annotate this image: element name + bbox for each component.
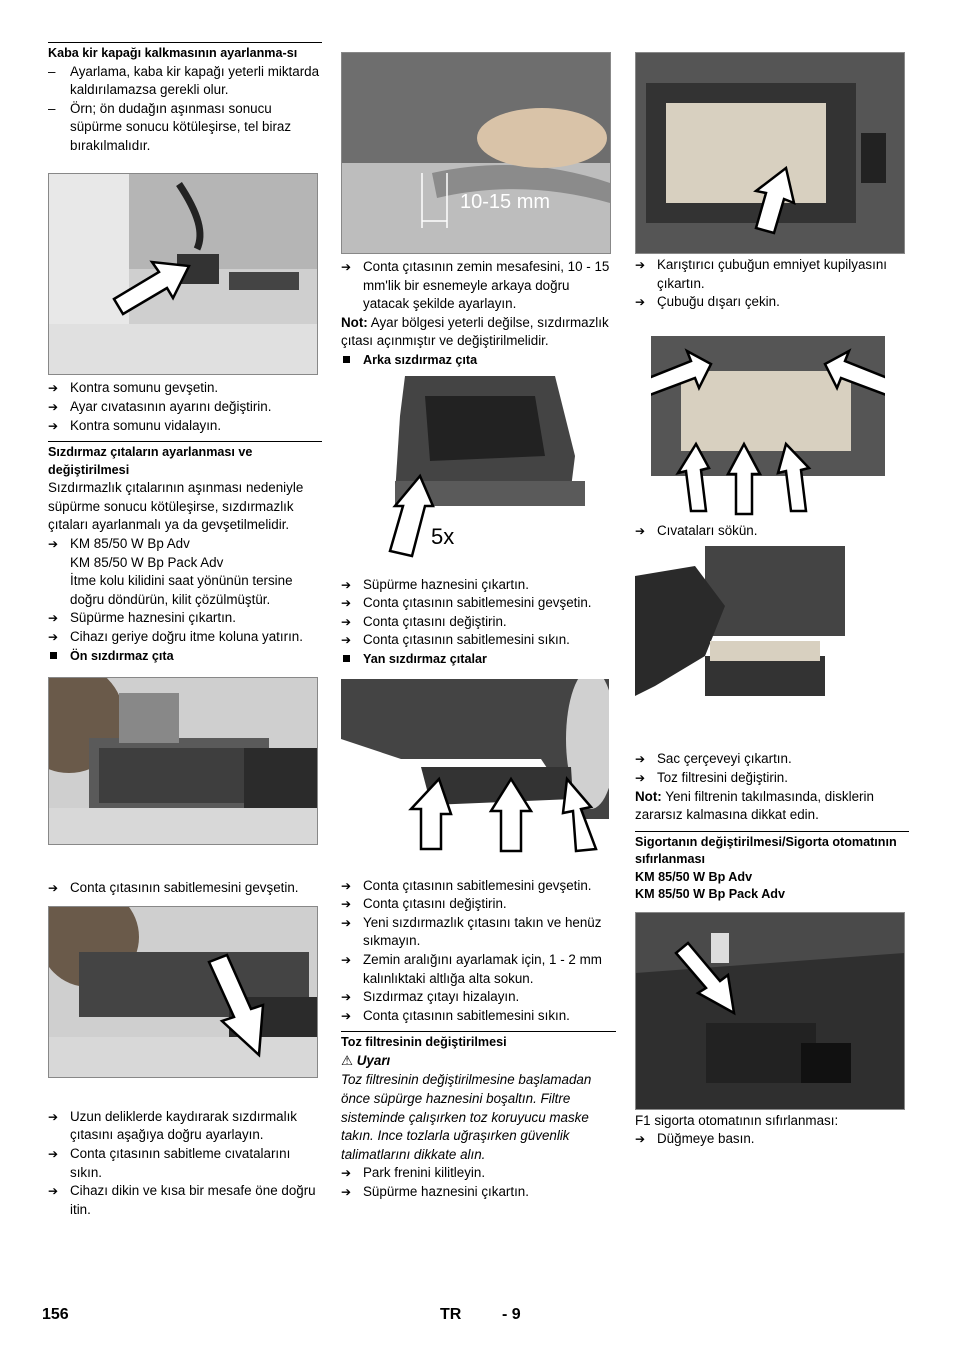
note — [341, 314, 616, 351]
dash-item: – Ayarlama, kaba kir kapağı yeterli miktarda kaldırılamazsa gerekli olur. — [48, 63, 322, 100]
step: ➔ Conta çıtasının sabitlemesini sıkın. — [341, 1007, 616, 1026]
photo-fuse — [635, 912, 905, 1110]
step: ➔ Conta çıtasının sabitleme cıvatalarını sıkın. — [48, 1145, 322, 1182]
section-heading: Toz filtresinin değiştirilmesi — [341, 1031, 616, 1052]
step: ➔ Süpürme haznesini çıkartın. — [341, 576, 616, 595]
step: ➔ Zemin aralığını ayarlamak için, 1 - 2 mm kalınlıktaki altlığa alta sokun. — [341, 951, 616, 988]
page-number: 156 — [42, 1306, 69, 1323]
step: ➔ KM 85/50 W Bp Adv — [48, 535, 322, 554]
step: ➔ Kontra somunu gevşetin. — [48, 379, 322, 398]
warning-text: Toz filtresinin değiştirilmesine başlamadan önce süpürge haznesini boşaltın. Filtre sisteminde çalışırken toz koruyucu maske takın. Ince tozlarla uğraşırken güvenlik talimatlarını dikkate alın. — [341, 1072, 592, 1162]
step: ➔ Çubuğu dışarı çekin. — [635, 293, 909, 312]
step: ➔ Cihazı geriye doğru itme koluna yatırın. — [48, 628, 322, 647]
subheading: Arka sızdırmaz çıta — [341, 351, 616, 370]
photo-seal-distance — [341, 52, 611, 254]
warning-icon: ⚠ — [341, 1053, 354, 1069]
step: ➔ Conta çıtasının sabitlemesini gevşetin. — [341, 594, 616, 613]
warning-label — [341, 1052, 616, 1072]
step-continuation: İtme kolu kilidini saat yönünün tersine doğru döndürün, kilit çözülmüştür. — [70, 573, 293, 607]
step: ➔ Düğmeye basın. — [635, 1130, 909, 1149]
section-heading: Sızdırmaz çıtaların ayarlanması ve değiştirilmesi — [48, 441, 322, 479]
note-label: Not: — [635, 788, 662, 804]
subheading: Ön sızdırmaz çıta — [48, 647, 322, 666]
step: ➔ Yeni sızdırmazlık çıtasını takın ve henüz sıkmayın. — [341, 914, 616, 951]
column-2 — [341, 42, 616, 1202]
column-3 — [635, 42, 909, 1149]
language-code: TR — [440, 1306, 462, 1323]
step: ➔ Sızdırmaz çıtayı hizalayın. — [341, 988, 616, 1007]
paragraph: F1 sigorta otomatının sıfırlanması: — [635, 1112, 839, 1128]
step: ➔ Kontra somunu vidalayın. — [48, 417, 322, 436]
step: ➔ Sac çerçeveyi çıkartın. — [635, 750, 909, 769]
dash-item: – Örn; ön dudağın aşınması sonucu süpürme sonucu kötüleşirse, tel biraz bırakılmalıdır. — [48, 100, 322, 156]
photo-side-seals — [341, 679, 609, 855]
step: ➔ Toz filtresini değiştirin. — [635, 769, 909, 788]
arrow-icon — [49, 174, 317, 374]
step: ➔ Conta çıtasını değiştirin. — [341, 895, 616, 914]
photo-adjust-screw — [48, 173, 318, 375]
step: ➔ Park frenini kilitleyin. — [341, 1164, 616, 1183]
step: ➔ Conta çıtasının sabitlemesini sıkın. — [341, 631, 616, 650]
image-label: 10-15 mm — [460, 191, 551, 213]
note-text: Yeni filtrenin takılmasında, disklerin zararsız kalmasına dikkat edin. — [635, 788, 874, 823]
step: ➔ Cihazı dikin ve kısa bir mesafe öne doğru itin. — [48, 1182, 322, 1219]
step: ➔ Conta çıtasının zemin mesafesini, 10 - 15 mm'lik bir esnemeyle arkaya doğru yatacak şekilde ayarlayın. — [341, 258, 616, 314]
model-label: KM 85/50 W Bp Pack Adv — [635, 887, 786, 902]
note-text: Ayar bölgesi yeterli değilse, sızdırmazlık çıtası açınmıştır ve değiştirilmelidir. — [341, 314, 609, 349]
subheading: Yan sızdırmaz çıtalar — [341, 650, 616, 669]
column-1 — [48, 42, 322, 1219]
section-heading: Kaba kir kapağı kalkmasının ayarlanma-sı — [48, 42, 322, 63]
step: ➔ Conta çıtasının sabitlemesini gevşetin. — [48, 879, 322, 898]
step-continuation: KM 85/50 W Bp Pack Adv — [70, 554, 224, 570]
photo-front-seal — [48, 677, 318, 845]
photo-filter-remove — [635, 546, 845, 706]
step: ➔ Karıştırıcı çubuğun emniyet kupilyasını çıkartın. — [635, 256, 909, 293]
photo-front-seal-slide — [48, 906, 318, 1078]
step: ➔ Süpürme haznesini çıkartın. — [341, 1183, 616, 1202]
photo-rear-seal — [385, 376, 587, 562]
photo-filter-rod — [635, 52, 905, 254]
photo-filter-screws — [651, 336, 885, 518]
model-label: KM 85/50 W Bp Adv — [635, 869, 753, 884]
step: ➔ Cıvataları sökün. — [635, 522, 909, 541]
section-heading: Sigortanın değiştirilmesi/Sigorta otomatının sıfırlanması — [635, 831, 909, 869]
section-page: - 9 — [502, 1306, 521, 1323]
note-label: Not: — [341, 314, 368, 330]
image-label: 5x — [431, 523, 455, 549]
step: ➔ Ayar cıvatasının ayarını değiştirin. — [48, 398, 322, 417]
step: ➔ Uzun deliklerde kaydırarak sızdırmalık çıtasını aşağıya doğru ayarlayın. — [48, 1108, 322, 1145]
step: ➔ Conta çıtasının sabitlemesini gevşetin. — [341, 877, 616, 896]
paragraph: Sızdırmazlık çıtalarının aşınması nedeniyle süpürme sonucu kötüleşirse, sızdırmazlık çıtaları ayarlanmalı ya da gevşetilmelidir. — [48, 480, 304, 533]
warning-title: Uyarı — [356, 1052, 391, 1068]
step: ➔ Süpürme haznesini çıkartın. — [48, 609, 322, 628]
step: ➔ Conta çıtasını değiştirin. — [341, 613, 616, 632]
note — [635, 788, 909, 825]
